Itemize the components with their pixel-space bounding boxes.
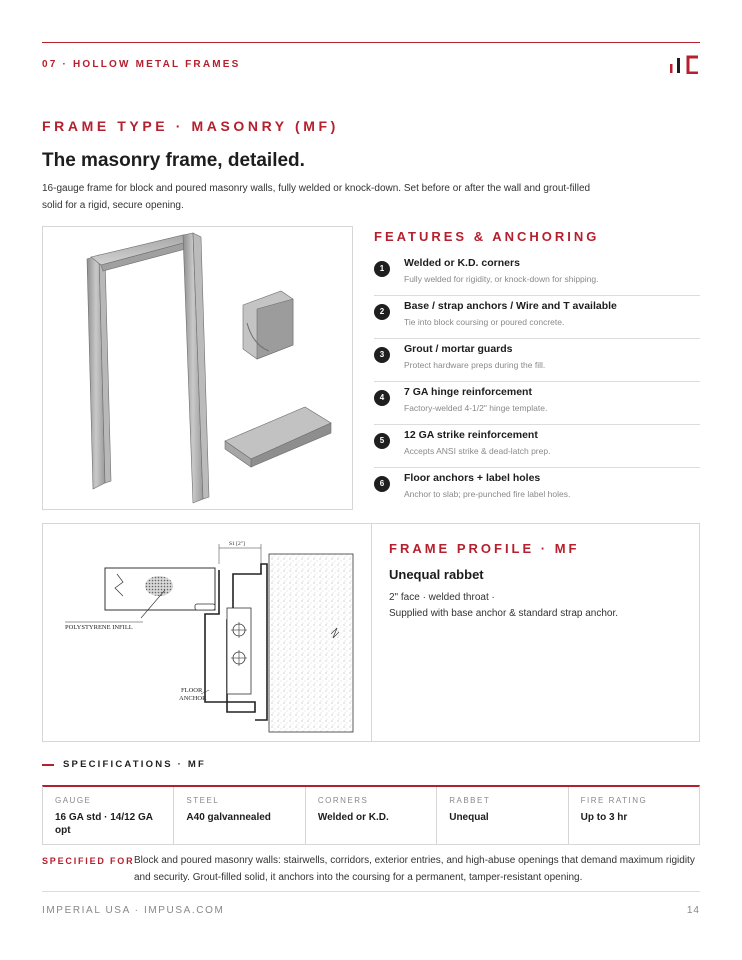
feature-title: Grout / mortar guards xyxy=(404,343,513,355)
imperial-logo xyxy=(668,54,700,74)
spec-accent-dash xyxy=(42,764,54,766)
section-label: 07 · HOLLOW METAL FRAMES xyxy=(42,59,241,70)
spec-value: 16 GA std · 14/12 GA opt xyxy=(55,812,153,836)
feature-title: 12 GA strike reinforcement xyxy=(404,429,538,441)
specified-for-label: SPECIFIED FOR xyxy=(42,856,135,866)
feature-title: Base / strap anchors / Wire and T available xyxy=(404,300,617,312)
page-number: 14 xyxy=(686,905,700,916)
spec-key: FIRE RATING xyxy=(580,796,648,805)
spec-cell-gauge xyxy=(43,787,174,844)
spec-cell-fire-rating xyxy=(569,787,699,844)
feature-item xyxy=(374,253,700,296)
bottom-rule xyxy=(42,891,700,892)
feature-subtitle: Tie into block coursing or poured concrete. xyxy=(404,317,565,327)
spec-value: Unequal xyxy=(449,812,489,823)
features-title: FEATURES & ANCHORING xyxy=(374,229,600,244)
feature-number-badge: 6 xyxy=(374,476,390,492)
spec-key: GAUGE xyxy=(55,796,92,805)
feature-subtitle: Protect hardware preps during the fill. xyxy=(404,360,546,370)
specifications-label: SPECIFICATIONS · MF xyxy=(63,759,206,770)
feature-number-badge: 3 xyxy=(374,347,390,363)
frame-profile-drawing xyxy=(55,534,355,734)
specified-for-text: Block and poured masonry walls: stairwells, corridors, exterior entries, and high-abuse openings that demand maximum rigidity and security. Grout-filled solid, it anchors into the coursing for a permanent, tamper-resistant opening. xyxy=(134,855,695,883)
dimension-label: S1 [2"] xyxy=(229,541,245,547)
feature-item xyxy=(374,382,700,425)
spec-cell-corners xyxy=(306,787,437,844)
feature-item xyxy=(374,296,700,339)
specifications-table xyxy=(42,785,700,845)
spec-key: CORNERS xyxy=(317,796,369,805)
top-rule xyxy=(42,42,700,43)
feature-subtitle: Factory-welded 4-1/2" hinge template. xyxy=(404,403,548,413)
profile-line-2: Supplied with base anchor & standard strap anchor. xyxy=(389,608,619,619)
feature-item xyxy=(374,468,700,511)
footer-brand: IMPERIAL USA · IMPUSA.COM xyxy=(42,905,225,916)
anchor-label: ANCHOR xyxy=(179,695,207,702)
frame-type-title: FRAME TYPE · MASONRY (MF) xyxy=(42,118,339,134)
polystyrene-infill-label: POLYSTYRENE INFILL xyxy=(65,624,133,631)
feature-number-badge: 2 xyxy=(374,304,390,320)
feature-title: Floor anchors + label holes xyxy=(404,472,541,484)
frame-illustration xyxy=(42,226,353,510)
feature-number-badge: 4 xyxy=(374,390,390,406)
feature-subtitle: Anchor to slab; pre-punched fire label holes. xyxy=(404,489,571,499)
intro-paragraph: 16-gauge frame for block and poured masonry walls, fully welded or knock-down. Set before or after the wall and grout-filled solid for a rigid, secure opening. xyxy=(42,183,591,211)
frame-illustration-svg xyxy=(43,227,354,511)
feature-subtitle: Fully welded for rigidity, or knock-down for shipping. xyxy=(404,274,599,284)
page-headline: The masonry frame, detailed. xyxy=(42,150,305,171)
feature-title: 7 GA hinge reinforcement xyxy=(404,386,532,398)
feature-title: Welded or K.D. corners xyxy=(404,257,520,269)
profile-divider xyxy=(371,524,372,741)
spec-value: Welded or K.D. xyxy=(317,812,389,823)
feature-item xyxy=(374,339,700,382)
spec-key: STEEL xyxy=(186,796,220,805)
spec-value: Up to 3 hr xyxy=(580,812,628,823)
profile-title: FRAME PROFILE · MF xyxy=(389,541,580,556)
feature-item xyxy=(374,425,700,468)
feature-number-badge: 1 xyxy=(374,261,390,277)
profile-subtitle: Unequal rabbet xyxy=(389,567,484,582)
frame-profile-panel xyxy=(42,523,700,742)
floor-label: FLOOR xyxy=(181,687,203,694)
feature-subtitle: Accepts ANSI strike & dead-latch prep. xyxy=(404,446,551,456)
feature-number-badge: 5 xyxy=(374,433,390,449)
features-list xyxy=(374,253,700,511)
spec-cell-rabbet xyxy=(437,787,568,844)
spec-value: A40 galvannealed xyxy=(186,812,271,823)
spec-cell-steel xyxy=(174,787,305,844)
profile-line-1: 2" face · welded throat · xyxy=(389,592,495,603)
spec-key: RABBET xyxy=(449,796,491,805)
